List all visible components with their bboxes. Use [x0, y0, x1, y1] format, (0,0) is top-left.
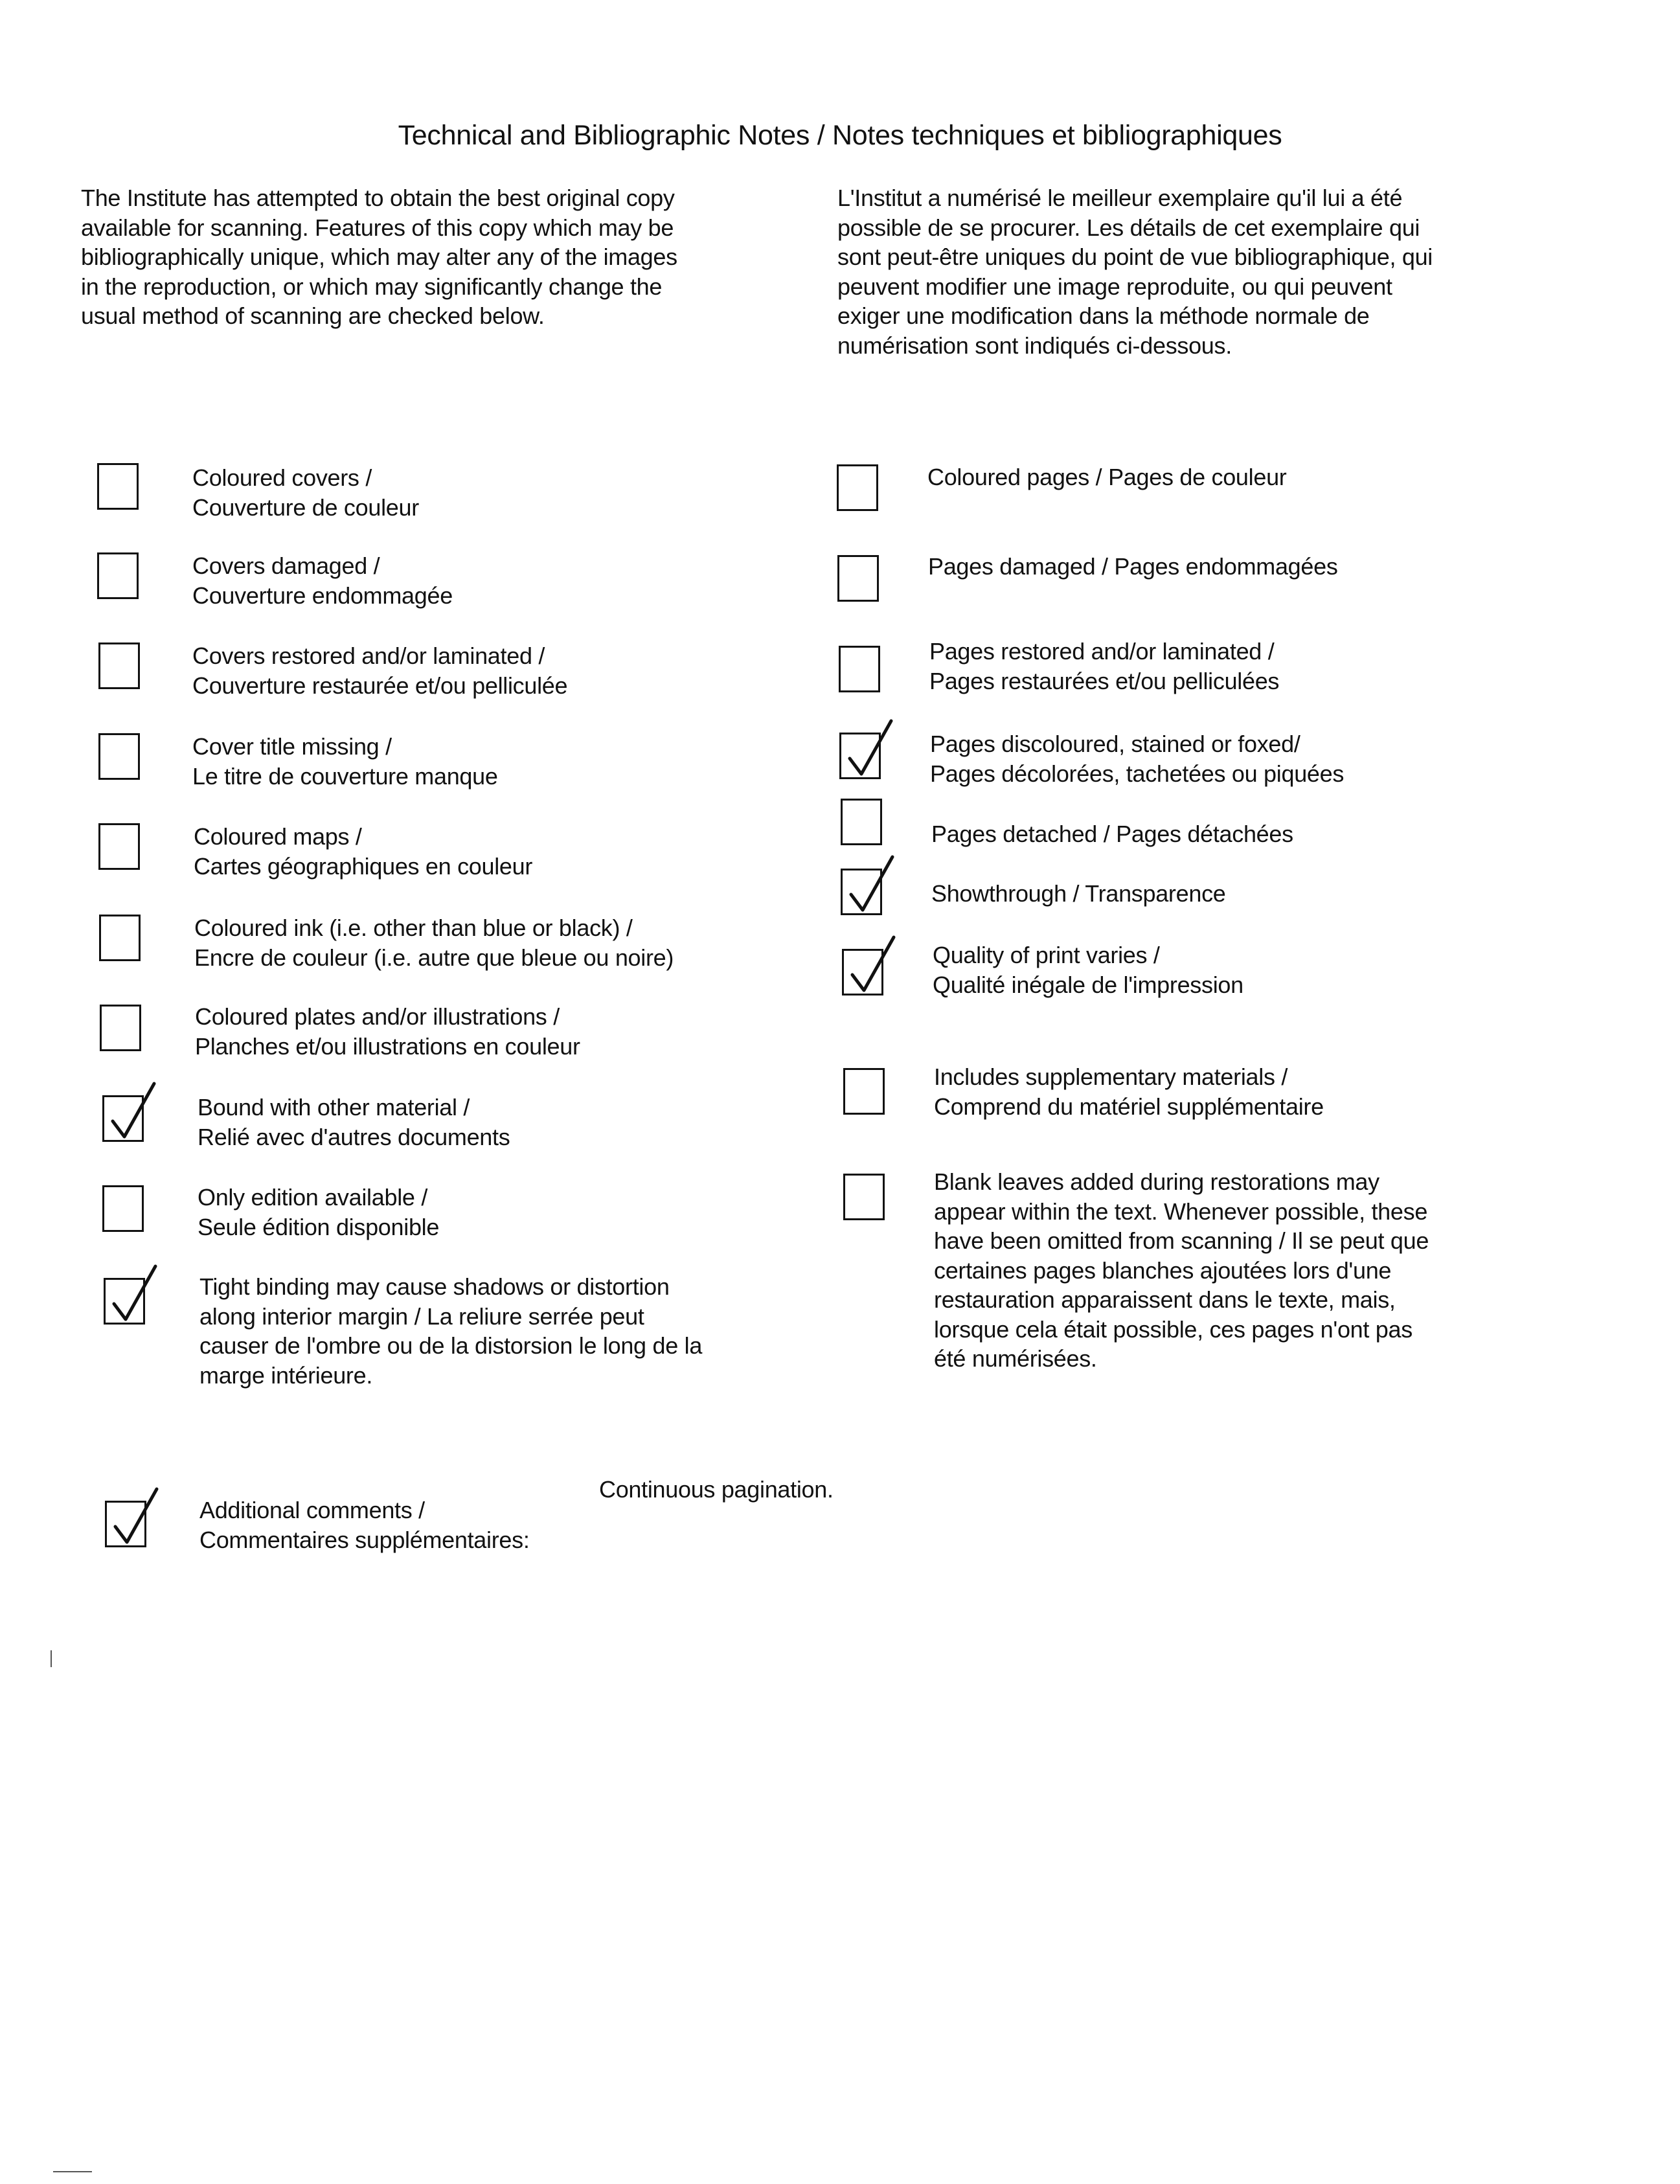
additional-comments-value: Continuous pagination. — [599, 1476, 834, 1503]
item-label: Coloured covers / Couverture de couleur — [192, 464, 419, 521]
page-title: Technical and Bibliographic Notes / Notes techniques et bibliographiques — [398, 120, 1282, 151]
scan-speck — [51, 1650, 52, 1667]
item-coloured-plates — [100, 1005, 845, 1082]
checkmark-icon — [105, 1081, 157, 1146]
item-supplementary-materials — [843, 1064, 1588, 1146]
item-tight-binding — [104, 1273, 848, 1420]
checkbox[interactable] — [102, 1185, 144, 1232]
item-label: Covers damaged / Couverture endommagée — [192, 552, 453, 609]
checkmark-icon — [843, 854, 895, 919]
checkbox[interactable] — [98, 643, 140, 689]
additional-comments — [105, 1497, 623, 1578]
item-label: Tight binding may cause shadows or distortion along interior margin / La reliure serrée peut causer de l'ombre ou de la distorsion le long de la marge intérieure. — [199, 1273, 703, 1389]
item-bound-with-other-material — [102, 1095, 847, 1173]
checkmark-icon — [108, 1486, 159, 1551]
checkbox[interactable] — [837, 464, 878, 511]
item-label: Showthrough / Transparence — [931, 880, 1226, 907]
item-label: Pages discoloured, stained or foxed/ Pages décolorées, tachetées ou piquées — [930, 731, 1345, 787]
checkbox[interactable] — [841, 799, 882, 845]
item-label: Coloured maps / Cartes géographiques en couleur — [194, 823, 533, 880]
item-label: Cover title missing / Le titre de couverture manque — [192, 733, 498, 790]
checkbox[interactable] — [100, 1005, 141, 1051]
item-coloured-pages — [837, 464, 1582, 542]
item-label: Covers restored and/or laminated / Couverture restaurée et/ou pelliculée — [192, 643, 568, 699]
item-coloured-ink — [99, 915, 844, 992]
item-label: Includes supplementary materials / Comprend du matériel supplémentaire — [934, 1064, 1324, 1120]
item-pages-damaged — [837, 555, 1582, 633]
item-label: Coloured ink (i.e. other than blue or black) / Encre de couleur (i.e. autre que bleue ou noire) — [194, 915, 674, 971]
additional-comments-label: Additional comments / Commentaires supplémentaires: — [199, 1497, 530, 1553]
checkbox[interactable] — [99, 915, 141, 961]
item-label: Bound with other material / Relié avec d'autres documents — [198, 1094, 510, 1150]
item-blank-leaves — [843, 1168, 1588, 1394]
item-covers-damaged — [97, 552, 842, 630]
item-showthrough — [841, 869, 1585, 946]
item-quality-of-print — [842, 942, 1587, 1027]
item-only-edition-available — [102, 1185, 847, 1263]
checkbox[interactable] — [839, 646, 880, 692]
item-label: Pages restored and/or laminated / Pages restaurées et/ou pelliculées — [929, 638, 1280, 694]
checkbox[interactable] — [98, 823, 140, 870]
checkbox[interactable] — [97, 552, 139, 599]
item-pages-restored — [839, 638, 1584, 723]
item-label: Blank leaves added during restorations may appear within the text. Whenever possible, these have been omitted from scanning / Il se peut que certaines pages blanches ajoutées lors d'une restauration apparaissent dans le texte, mais, lorsque cela était possible, ces pages n'ont pas été numérisées. — [934, 1168, 1429, 1372]
item-label: Quality of print varies / Qualité inégale de l'impression — [933, 942, 1243, 998]
checkbox[interactable] — [843, 1068, 885, 1115]
intro-french: L'Institut a numérisé le meilleur exemplaire qu'il lui a été possible de se procurer. Les détails de cet exemplaire qui sont peut-être uniques du point de vue bibliographique, qui peuvent modifier une image reproduite, ou qui peuvent exiger une modification dans la méthode normale de numérisation sont indiqués ci-dessous. — [837, 185, 1433, 359]
checkbox[interactable] — [97, 463, 139, 510]
item-coloured-covers — [97, 463, 842, 541]
item-pages-detached — [841, 799, 1585, 876]
intro-english: The Institute has attempted to obtain the best original copy available for scanning. Features of this copy which may be bibliographically unique, which may alter any of the images in the reproduction, or which may significantly change the usual method of scanning are checked below. — [81, 185, 677, 329]
item-label: Only edition available / Seule édition disponible — [198, 1184, 440, 1240]
scan-speck — [53, 2171, 92, 2172]
item-label: Coloured plates and/or illustrations / Planches et/ou illustrations en couleur — [195, 1003, 580, 1060]
item-label: Coloured pages / Pages de couleur — [927, 464, 1287, 490]
checkbox[interactable] — [837, 555, 879, 602]
checkbox[interactable] — [98, 733, 140, 780]
item-cover-title-missing — [98, 733, 843, 811]
item-label: Pages detached / Pages détachées — [931, 821, 1293, 847]
item-label: Pages damaged / Pages endommagées — [928, 553, 1338, 580]
checkmark-icon — [106, 1264, 158, 1328]
item-covers-restored — [98, 643, 843, 720]
item-coloured-maps — [98, 823, 843, 901]
checkmark-icon — [845, 935, 896, 999]
checkbox[interactable] — [843, 1174, 885, 1220]
checkmark-icon — [842, 718, 894, 783]
